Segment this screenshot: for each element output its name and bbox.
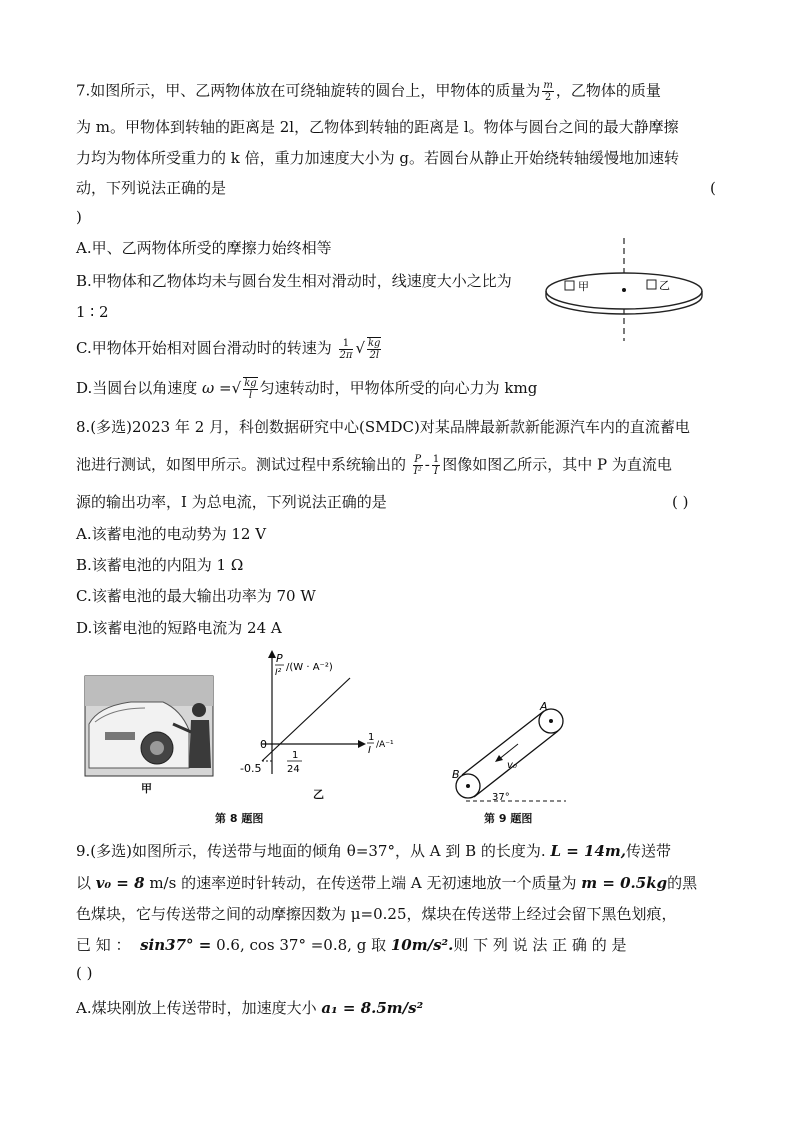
q7-option-d: D.当圆台以角速度 ω =√ $\frac{kg}{l}$ 匀速转动时，甲物体所受的向心力为 kmg xyxy=(76,378,538,401)
axis-center xyxy=(622,288,626,292)
point-B-label: B xyxy=(452,768,460,781)
turntable-figure xyxy=(540,236,705,346)
belt-top-edge xyxy=(462,711,544,775)
q7-line-2: 为 m。甲物体到转轴的距离是 2l，乙物体到转轴的距离是 l。物体与圆台之间的最大静摩擦 xyxy=(76,118,679,136)
x-axis-num: 1 xyxy=(368,732,375,743)
block-jia-label: 甲 xyxy=(578,280,589,293)
q7-option-b-1: B.甲物体和乙物体均未与圆台发生相对滑动时，线速度大小之比为 xyxy=(76,272,512,290)
conveyor-belt-figure xyxy=(448,696,588,808)
q8-line-3: 源的输出功率，I 为总电流，下列说法正确的是 xyxy=(76,493,387,511)
y-axis-label: /(W · A⁻²) xyxy=(286,662,333,673)
figure-8-caption: 第 8 题图 xyxy=(215,812,264,825)
q8-line-1: 8.(多选)2023 年 2 月，科创数据研究中心(SMDC)对某品牌最新款新能源汽车内的直流蓄电 xyxy=(76,418,690,436)
origin-label: 0 xyxy=(260,738,267,751)
q9-line-1: 9.(多选)如图所示，传送带与地面的倾角 θ=37°，从 A 到 B 的长度为. L = 14m,传送带 xyxy=(76,842,671,860)
p-over-i2-graph xyxy=(240,648,394,780)
figure-9-caption: 第 9 题图 xyxy=(484,812,533,825)
block-yi xyxy=(647,280,656,289)
q8-option-d: D.该蓄电池的短路电流为 24 A xyxy=(76,619,282,637)
q7-answer-paren-close: ) xyxy=(76,208,82,226)
x-axis-den: I xyxy=(368,745,371,756)
q8-option-b: B.该蓄电池的内阻为 1 Ω xyxy=(76,556,244,574)
angle-label: 37° xyxy=(492,792,510,803)
graph-caption: 乙 xyxy=(313,788,324,801)
x-axis-label: /A⁻¹ xyxy=(376,740,394,750)
q9-line-4: 已 知 ： sin37° = 0.6, cos 37° =0.8, g 取 10m/s².则 下 列 说 法 正 确 的 是 xyxy=(76,936,627,954)
photo-caption: 甲 xyxy=(141,782,152,795)
graph-line xyxy=(262,678,350,761)
q7-line-1: 7.如图所示，甲、乙两物体放在可绕轴旋转的圆台上，甲物体的质量为 $\frac{m}{2}$ ，乙物体的质量 xyxy=(76,80,661,103)
point-A-label: A xyxy=(540,700,548,713)
block-jia xyxy=(565,281,574,290)
block-yi-label: 乙 xyxy=(659,279,670,292)
q9-answer-paren: ( ) xyxy=(76,964,93,982)
q9-option-a: A.煤块刚放上传送带时，加速度大小 a₁ = 8.5m/s² xyxy=(76,999,424,1017)
q8-option-a: A.该蓄电池的电动势为 12 V xyxy=(76,525,267,543)
q8-answer-paren: ( ) xyxy=(672,493,689,511)
y-axis-den: I² xyxy=(275,668,282,678)
q7-answer-paren-open: ( xyxy=(710,179,716,197)
q7-option-a: A.甲、乙两物体所受的摩擦力始终相等 xyxy=(76,239,332,257)
x-intercept-num: 1 xyxy=(292,750,299,761)
q8-option-c: C.该蓄电池的最大输出功率为 70 W xyxy=(76,587,316,605)
y-axis-arrow xyxy=(268,650,276,658)
q8-line-2: 池进行测试，如图甲所示。测试过程中系统输出的 $\frac{P}{\text{I²}}$ - $\frac{1}{I}$ 图像如图乙所示，其中 P 为直流电 xyxy=(76,454,672,477)
y-axis-num: P xyxy=(276,652,283,665)
velocity-label: v₀ xyxy=(507,760,517,771)
q7-line-3: 力均为物体所受重力的 k 倍，重力加速度大小为 g。若圆台从静止开始绕转轴缓慢地加速转 xyxy=(76,149,679,167)
q7-option-c: C.甲物体开始相对圆台滑动时的转速为 $\frac{1}{2\pi}$ √ $\frac{kg}{2l}$ xyxy=(76,337,381,361)
q9-line-3: 色煤块，它与传送带之间的动摩擦因数为 μ=0.25，煤块在传送带上经过会留下黑色划痕， xyxy=(76,905,677,923)
q9-line-2: 以 v₀ = 8 m/s 的速率逆时针转动，在传送带上端 A 无初速地放一个质量为 m = 0.5kg的黑 xyxy=(76,874,698,892)
x-intercept-den: 24 xyxy=(287,764,300,775)
car-test-photo xyxy=(85,676,213,776)
x-axis-arrow xyxy=(358,740,366,748)
q7-option-b-2: 1 ∶ 2 xyxy=(76,303,109,321)
y-intercept-label: -0.5 xyxy=(240,762,262,775)
q7-line-4: 动，下列说法正确的是 xyxy=(76,179,227,197)
